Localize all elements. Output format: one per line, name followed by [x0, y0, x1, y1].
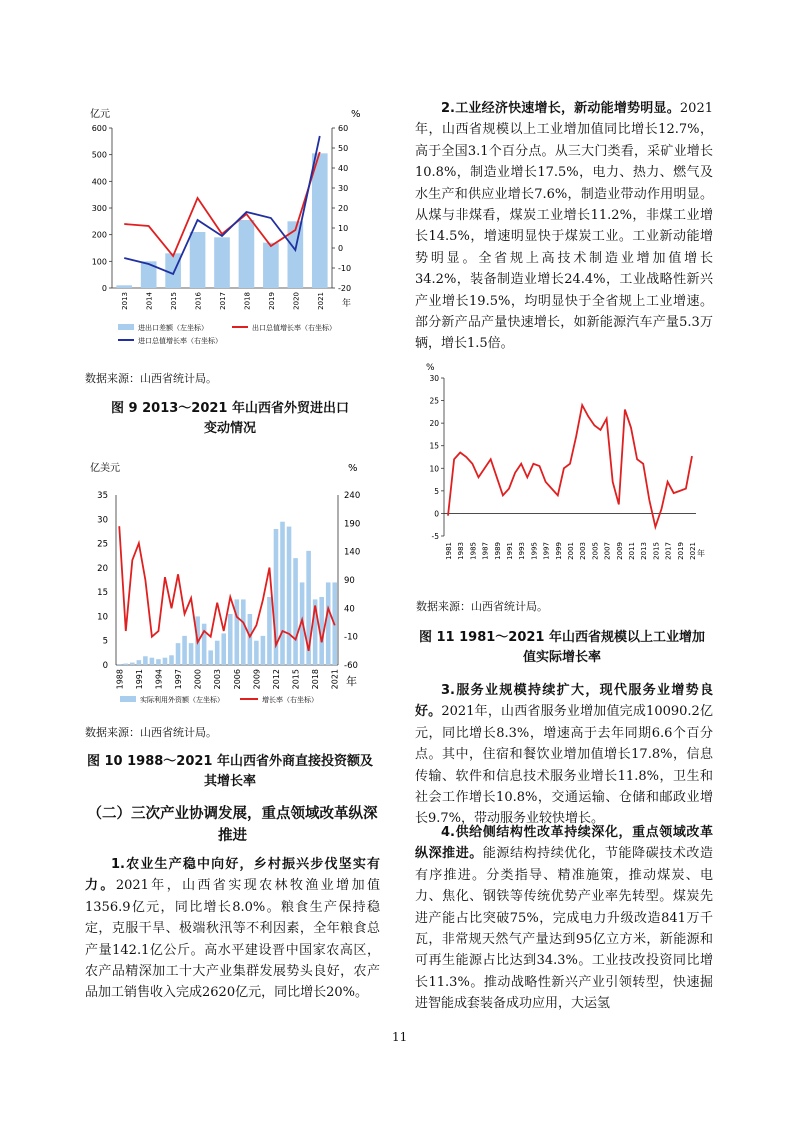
- fig11-y-tick-label: -5: [431, 532, 439, 541]
- fig10-bar: [221, 633, 226, 665]
- page-number: 11: [392, 1030, 408, 1044]
- agri-paragraph: [85, 854, 380, 1004]
- service-title: 3.服务业规模持续扩大，现代服务业增势良好。: [415, 683, 713, 720]
- fig10-bar: [176, 643, 181, 665]
- fig9-right-tick-label: 20: [338, 204, 349, 213]
- fig9-x-tick-label: 2020: [292, 292, 301, 310]
- fig9-legend-bar-swatch: [118, 324, 134, 330]
- fig11-y-tick-label: 10: [429, 464, 439, 474]
- fig9-right-unit: %: [351, 109, 361, 120]
- fig10-bar: [156, 659, 161, 665]
- fig10-caption: [80, 752, 380, 792]
- fig9-right-tick-label: 40: [338, 164, 349, 173]
- fig11-x-tick-label: 2017: [664, 542, 673, 560]
- fig11-x-tick-label: 2019: [676, 542, 685, 560]
- fig10-x-tick-label: 1988: [115, 669, 125, 690]
- fig10-bar: [261, 636, 266, 665]
- service-paragraph: [415, 680, 713, 830]
- fig9-legend-bar-label: 进出口差额（左坐标）: [138, 324, 208, 332]
- fig9-caption-line2: 变动情况: [203, 421, 256, 436]
- fig9-right-tick-label: 30: [338, 184, 349, 193]
- fig9-right-tick-label: 50: [338, 144, 349, 153]
- fig9-caption: [80, 399, 380, 439]
- fig10-right-tick-label: 240: [344, 491, 361, 501]
- fig11-left-unit: %: [426, 363, 435, 373]
- fig9-left-tick-label: 500: [91, 150, 107, 160]
- fig9-x-tick-label: 2013: [121, 292, 130, 310]
- fig10-left-tick-label: 20: [97, 563, 108, 574]
- fig11-y-tick-label: 0: [434, 509, 439, 519]
- fig10-source: 数据来源：山西省统计局。: [85, 726, 217, 739]
- fig10-x-tick-label: 2006: [232, 669, 242, 690]
- fig11-y-tick-label: 15: [429, 441, 439, 451]
- fig9-x-tick-label: 2019: [267, 292, 276, 310]
- fig11-x-tick-label: 1999: [554, 542, 563, 560]
- fig11-x-tick-label: 2005: [591, 542, 600, 560]
- fig9-left-tick-label: 300: [91, 204, 107, 213]
- fig11-x-tick-label: 1995: [530, 542, 539, 560]
- fig11-y-tick-label: 20: [429, 419, 439, 429]
- fig10-bar: [137, 660, 142, 665]
- fig9-left-tick-label: 0: [101, 284, 107, 293]
- fig10-right-tick-label: -60: [344, 661, 358, 671]
- fig9-bar: [214, 237, 230, 288]
- fig11-x-tick-label: 1983: [457, 542, 466, 560]
- fig10-bar: [293, 558, 298, 665]
- fig10-x-tick-label: 2003: [213, 669, 223, 690]
- fig10-caption-line2: 其增长率: [203, 774, 256, 789]
- fig11-caption-line1: 图 11 1981～2021 年山西省规模以上工业增加: [418, 630, 706, 645]
- fig10-right-tick-label: -10: [344, 632, 358, 643]
- supply-paragraph: [415, 822, 713, 1015]
- fig11-y-tick-label: 30: [429, 374, 439, 383]
- fig9-x-tick-label: 2021: [316, 292, 325, 310]
- fig10-left-tick-label: 0: [102, 661, 108, 671]
- fig11-y-tick-label: 25: [429, 396, 439, 406]
- fig10-x-tick-label: 1994: [154, 669, 164, 690]
- fig10-left-unit: 亿美元: [90, 463, 120, 474]
- fig9-source: 数据来源：山西省统计局。: [85, 372, 217, 385]
- fig11-x-tick-label: 2011: [628, 542, 636, 560]
- fig10-legend-bar-swatch: [120, 696, 136, 702]
- service-body: 2021年，山西省服务业增加值完成10090.2亿元，同比增长8.3%，增速高于去年同期6.6个百分点。其中，住宿和餐饮业增加值增长17.8%，信息传输、软件和信息技术服务业增长11.8%，卫生和社会工作增长10.8%，交通运输、仓储和邮政业增长9.7%，带动服务业较快增长。: [415, 704, 713, 827]
- fig11-x-tick-label: 2009: [615, 542, 624, 560]
- fig10-right-tick-label: 140: [344, 547, 361, 558]
- fig10-bar: [280, 522, 285, 665]
- fig10-chart: [80, 455, 380, 705]
- fig10-bar: [287, 527, 292, 665]
- fig9-left-tick-label: 600: [91, 124, 107, 133]
- fig9-left-unit: 亿元: [90, 109, 110, 120]
- fig9-x-tick-label: 2016: [194, 292, 203, 310]
- fig10-x-suffix: 年: [346, 675, 357, 688]
- fig10-bar: [326, 582, 331, 665]
- fig11-x-tick-label: 1991: [506, 542, 514, 560]
- supply-title: 4.供给侧结构性改革持续深化，重点领域改革纵深推进。: [415, 825, 713, 862]
- fig9-legend-export-label: 出口总值增长率（右坐标）: [252, 324, 336, 332]
- fig11-x-tick-label: 1987: [481, 542, 490, 560]
- fig11-x-tick-label: 2003: [579, 542, 588, 560]
- fig10-right-tick-label: 190: [344, 519, 361, 530]
- fig9-caption-line1: 图 9 2013～2021 年山西省外贸进出口: [111, 401, 349, 416]
- fig10-x-tick-label: 1991: [134, 669, 144, 690]
- fig9-right-tick-label: -20: [338, 284, 352, 293]
- fig10-caption-line1: 图 10 1988～2021 年山西省外商直接投资额及: [86, 754, 374, 769]
- fig11-x-tick-label: 2013: [640, 542, 649, 560]
- fig9-x-suffix: 年: [342, 299, 352, 309]
- fig10-bar: [267, 597, 272, 665]
- fig9-left-tick-label: 100: [91, 257, 107, 267]
- fig11-x-tick-label: 1997: [542, 542, 551, 560]
- fig10-bar: [182, 636, 187, 665]
- fig9-x-tick-label: 2014: [145, 292, 154, 310]
- fig9-legend-import-label: 进口总值增长率（右坐标）: [138, 337, 222, 345]
- fig10-bar: [228, 614, 233, 665]
- fig11-x-tick-label: 1981: [445, 542, 453, 560]
- fig9-bar: [288, 221, 304, 288]
- fig10-bar: [241, 599, 246, 665]
- fig9-chart: [80, 100, 380, 350]
- fig9-x-tick-label: 2015: [170, 292, 179, 310]
- fig10-left-tick-label: 15: [97, 588, 108, 599]
- fig11-caption-line2: 值实际增长率: [522, 650, 601, 665]
- fig10-x-tick-label: 2012: [271, 669, 281, 690]
- fig10-bar: [215, 641, 220, 665]
- fig11-x-tick-label: 2007: [603, 542, 612, 560]
- fig9-left-tick-label: 200: [91, 230, 107, 240]
- fig9-right-tick-label: -10: [338, 264, 352, 273]
- fig10-left-tick-label: 25: [97, 539, 108, 550]
- fig10-bar: [208, 650, 213, 665]
- agri-title: 1.农业生产稳中向好，乡村振兴步伐坚实有力。: [85, 857, 380, 894]
- fig10-bar: [248, 614, 253, 665]
- fig11-x-tick-label: 1993: [518, 542, 527, 560]
- fig10-right-unit: %: [348, 463, 358, 474]
- fig9-bar: [165, 253, 181, 288]
- fig10-x-tick-label: 2021: [330, 669, 340, 690]
- fig10-bar: [163, 658, 168, 665]
- fig10-bar: [150, 658, 155, 665]
- fig9-right-tick-label: 10: [338, 224, 349, 233]
- fig10-right-tick-label: 40: [344, 604, 355, 615]
- fig9-bar: [263, 243, 279, 288]
- industry-body: 2021年，山西省规模以上工业增加值同比增长12.7%，高于全国3.1个百分点。从三大门类看，采矿业增长10.8%，制造业增长17.5%，电力、热力、燃气及水生产和供应业增长7.6%，制造业带动作用明显。从煤与非煤看，煤炭工业增长11.2%，非煤工业增长14.5%，增速明显快于煤炭工业。工业新动能增势明显。全省规上高技术制造业增加值增长34.2%，装备制造业增长24.4%，工业战略性新兴产业增长19.5%，均明显快于全省规上工业增速。部分新产品产量快速增长，如新能源汽车产量5.3万辆，增长1.5倍。: [415, 101, 713, 352]
- fig10-x-tick-label: 2009: [252, 669, 262, 690]
- fig11-caption: [412, 628, 712, 668]
- fig9-x-tick-label: 2017: [219, 292, 227, 310]
- fig10-x-tick-label: 2018: [311, 669, 321, 690]
- fig10-x-tick-label: 2000: [193, 669, 203, 690]
- fig11-x-tick-label: 1989: [493, 542, 502, 560]
- fig11-y-tick-label: 5: [434, 486, 439, 496]
- fig9-bar: [190, 232, 206, 288]
- fig10-bar: [130, 663, 135, 665]
- fig9-bar: [116, 285, 132, 288]
- supply-body: 能源结构持续优化，节能降碳技术改造有序推进。分类指导、精准施策，推动煤炭、电力、焦化、钢铁等传统优势产业率先转型。煤炭先进产能占比突破75%，完成电力升级改造841万千瓦，非常规天然气产量达到95亿立方米，新能源和可再生能源占比达到34.3%。工业技改投资同比增长11.3%。推动战略性新兴产业引领转型，快速掘进智能成套装备成功应用，大运氢: [415, 846, 713, 1012]
- section-heading: （二）三次产业协调发展，重点领域改革纵深推进: [87, 806, 378, 844]
- fig10-bar: [189, 643, 194, 665]
- agri-body: 2021年，山西省实现农林牧渔业增加值1356.9亿元，同比增长8.0%。粮食生产保持稳定，克服干旱、极端秋汛等不利因素，全年粮食总产量142.1亿公斤。高水平建设晋中国家农高区，农产品精深加工十大产业集群发展势头良好，农产品加工销售收入完成2620亿元，同比增长20%。: [85, 878, 380, 1001]
- fig10-left-tick-label: 10: [97, 612, 108, 623]
- fig9-x-tick-label: 2018: [243, 292, 252, 310]
- fig10-bar: [254, 641, 259, 665]
- fig11-x-suffix: 年: [697, 549, 705, 558]
- fig11-x-tick-label: 2001: [567, 542, 575, 560]
- fig11-chart: [410, 358, 710, 573]
- industry-paragraph: [415, 98, 713, 355]
- fig11-x-tick-label: 1985: [469, 542, 478, 560]
- fig11-growth-line: [448, 405, 692, 527]
- fig11-source: 数据来源：山西省统计局。: [416, 600, 548, 613]
- fig10-legend-bar-label: 实际利用外资额（左坐标）: [140, 696, 224, 704]
- fig9-right-tick-label: 60: [338, 124, 349, 133]
- fig9-bar: [312, 153, 328, 288]
- fig10-left-tick-label: 5: [102, 636, 108, 647]
- fig10-right-tick-label: 90: [344, 576, 355, 586]
- fig9-bar: [239, 220, 255, 288]
- fig10-x-tick-label: 2015: [291, 669, 301, 690]
- fig10-bar: [169, 655, 174, 665]
- industry-title: 2.工业经济快速增长，新动能增势明显。: [441, 101, 680, 116]
- fig9-left-tick-label: 400: [91, 177, 107, 187]
- fig10-bar: [124, 664, 129, 665]
- fig10-left-tick-label: 30: [97, 515, 108, 526]
- fig10-bar: [117, 664, 122, 665]
- fig10-bar: [143, 656, 148, 665]
- fig9-right-tick-label: 0: [338, 244, 344, 253]
- fig10-legend-line-label: 增长率（右坐标）: [262, 696, 318, 704]
- fig11-x-tick-label: 2015: [652, 542, 661, 560]
- fig10-left-tick-label: 35: [97, 491, 108, 501]
- fig10-x-tick-label: 1997: [174, 669, 184, 690]
- fig11-x-tick-label: 2021: [689, 542, 697, 560]
